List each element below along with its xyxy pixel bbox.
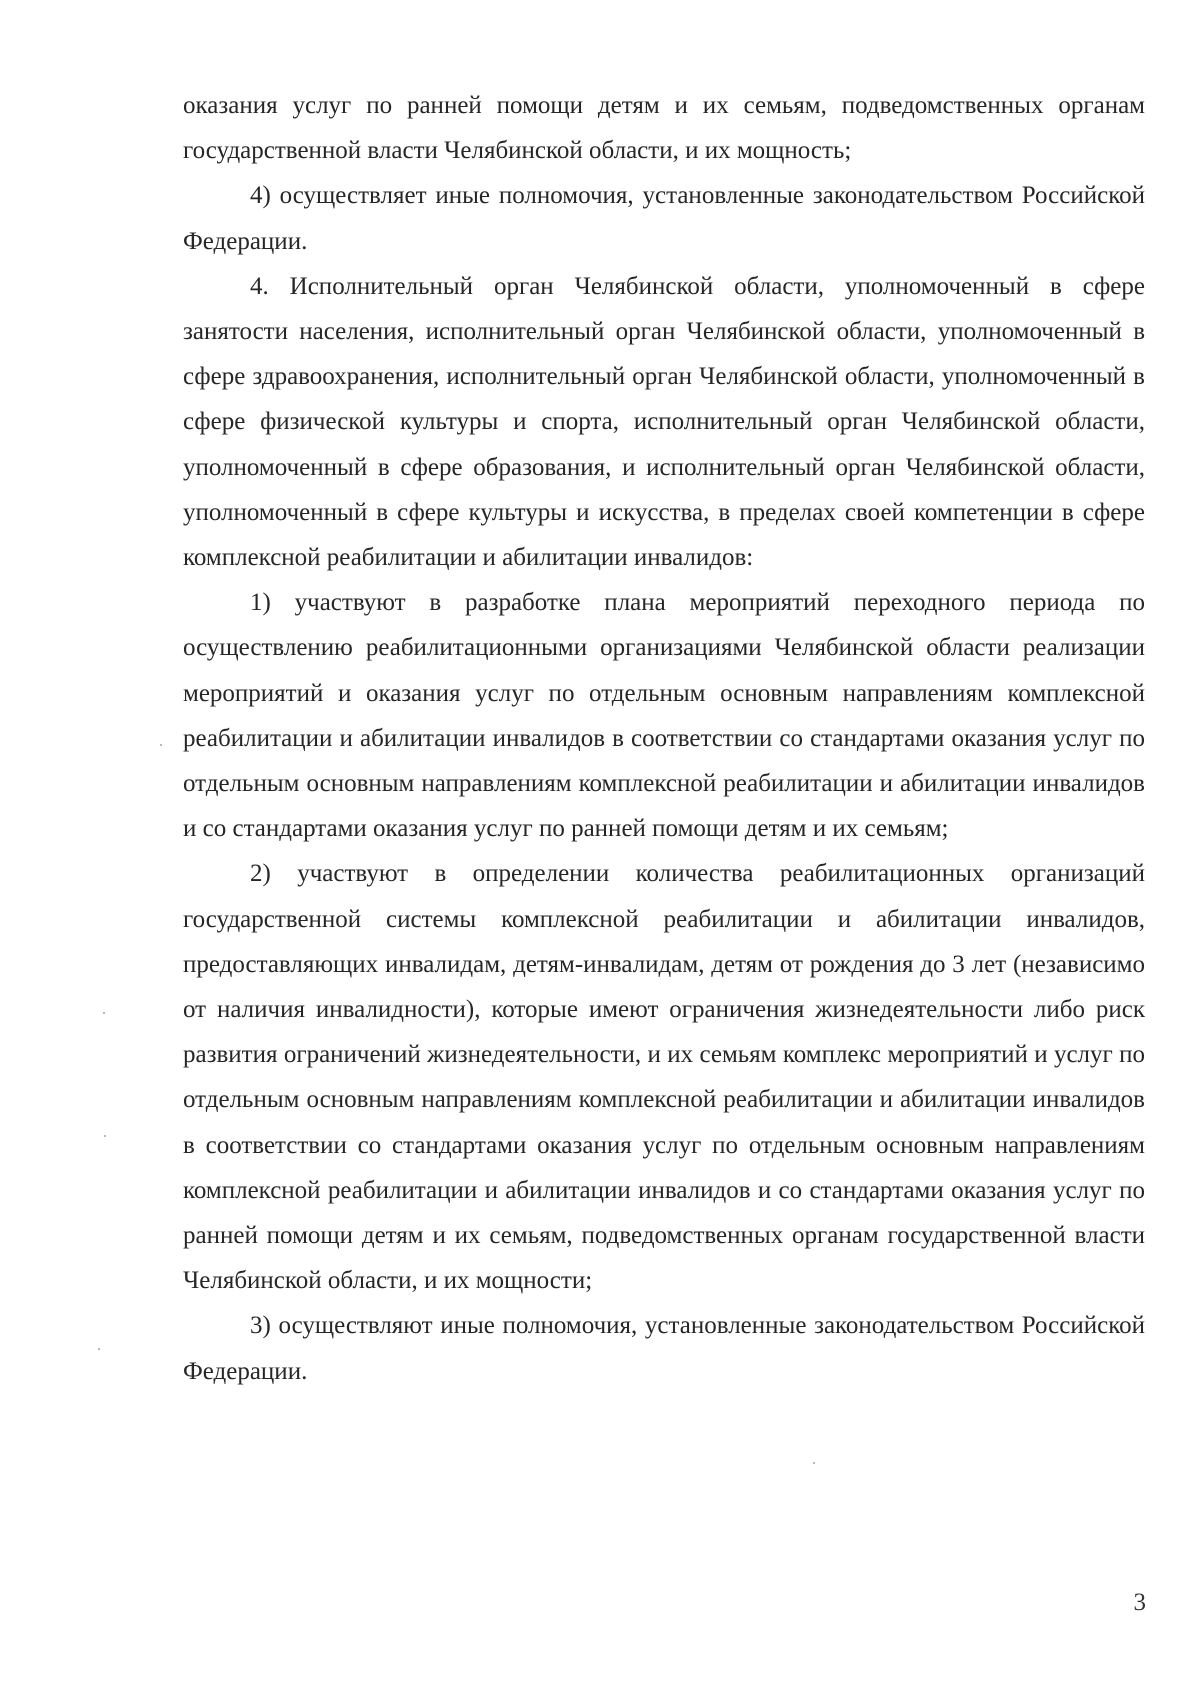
scan-speck — [98, 1348, 100, 1350]
paragraph-continuation: оказания услуг по ранней помощи детям и их семьям, подведомственных органам государственной власти Челябинской области, и их мощность; — [183, 92, 1145, 165]
scan-speck — [160, 744, 162, 746]
paragraph-item-4: 4) осуществляет иные полномочия, установленные законодательством Российской Федерации. — [183, 182, 1145, 255]
document-body — [183, 83, 1145, 1394]
paragraph-item-1: 1) участвуют в разработке плана мероприятий переходного периода по осуществлению реабилитационными организациями Челябинской области реализации мероприятий и оказания услуг по отдельным основным направлениям комплексной реабилитации и абилитации инвалидов в соответствии со стандартами оказания услуг по отдельным основным направлениям комплексной реабилитации и абилитации инвалидов и со стандартами оказания услуг по ранней помощи детям и их семьям; — [183, 589, 1145, 843]
scan-speck — [104, 1135, 106, 1137]
page-number: 3 — [1133, 1589, 1146, 1616]
paragraph-item-3: 3) осуществляют иные полномочия, установленные законодательством Российской Федерации. — [183, 1312, 1145, 1385]
paragraph-item-2: 2) участвуют в определении количества реабилитационных организаций государственной системы комплексной реабилитации и абилитации инвалидов, предоставляющих инвалидам, детям-инвалидам, детям от рождения до 3 лет (независимо от наличия инвалидности), которые имеют ограничения жизнедеятельности либо риск развития ограничений жизнедеятельности, и их семьям комплекс мероприятий и услуг по отдельным основным направлениям комплексной реабилитации и абилитации инвалидов в соответствии со стандартами оказания услуг по отдельным основным направлениям комплексной реабилитации и абилитации инвалидов и со стандартами оказания услуг по ранней помощи детям и их семьям, подведомственных органам государственной власти Челябинской области, и их мощности; — [183, 860, 1145, 1295]
scan-speck — [813, 1462, 815, 1464]
scan-speck — [103, 1012, 105, 1014]
paragraph-section-4: 4. Исполнительный орган Челябинской области, уполномоченный в сфере занятости населения, исполнительный орган Челябинской области, уполномоченный в сфере здравоохранения, исполнительный орган Челябинской области, уполномоченный в сфере физической культуры и спорта, исполнительный орган Челябинской области, уполномоченный в сфере образования, и исполнительный орган Челябинской области, уполномоченный в сфере культуры и искусства, в пределах своей компетенции в сфере комплексной реабилитации и абилитации инвалидов: — [183, 272, 1145, 572]
